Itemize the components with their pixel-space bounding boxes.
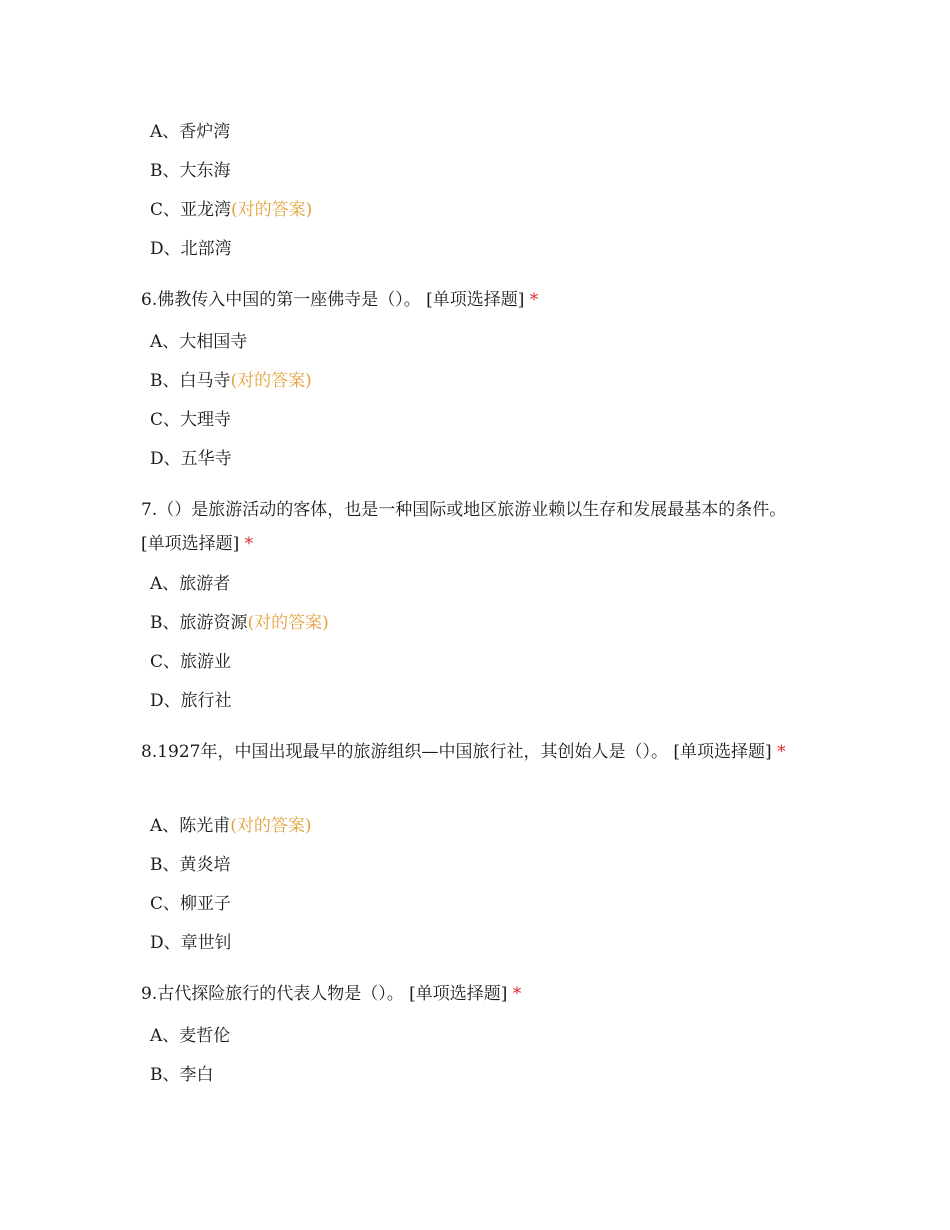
correct-answer-tag: (对的答案) [231,200,313,220]
option-text: D、旅行社 [150,691,232,711]
correct-answer-tag: (对的答案) [230,816,312,836]
option-text: A、大相国寺 [150,332,248,352]
q7-option-d[interactable] [150,690,232,712]
q7-option-b[interactable] [150,612,329,634]
option-text: B、大东海 [150,161,231,181]
option-text: D、章世钊 [150,933,232,953]
q5-option-c[interactable] [150,199,312,221]
option-text: C、旅游业 [150,652,232,672]
q7-option-c[interactable] [150,651,231,673]
q6-option-a[interactable] [150,331,247,353]
q8-option-d[interactable] [150,932,232,954]
option-text: C、亚龙湾 [150,200,232,220]
option-text: A、旅游者 [150,574,231,594]
option-text: B、白马寺 [150,371,231,391]
option-text: C、大理寺 [150,410,232,430]
question-text: 8.1927年，中国出现最早的旅游组织—中国旅行社，其创始人是（）。 [单项选择题] [141,742,772,762]
q5-option-b[interactable] [150,160,231,182]
q8-question [141,735,811,769]
option-text: A、香炉湾 [150,122,231,142]
option-text: D、北部湾 [150,239,232,259]
required-marker: * [529,290,539,310]
q6-option-c[interactable] [150,409,231,431]
question-text: 7.（）是旅游活动的客体，也是一种国际或地区旅游业赖以生存和发展最基本的条件。 [单项选择题] [141,500,787,554]
q7-option-a[interactable] [150,573,230,595]
option-text: D、五华寺 [150,449,232,469]
correct-answer-tag: (对的答案) [230,371,312,391]
option-text: B、旅游资源 [150,613,248,633]
q8-option-c[interactable] [150,893,231,915]
option-text: B、李白 [150,1065,214,1085]
option-text: A、麦哲伦 [150,1026,231,1046]
q5-option-d[interactable] [150,238,232,260]
q9-question [141,977,811,1011]
required-marker: * [777,742,786,762]
required-marker: * [512,984,522,1004]
q9-option-a[interactable] [150,1025,230,1047]
question-text: 9.古代探险旅行的代表人物是（）。 [单项选择题] [141,984,508,1004]
q9-option-b[interactable] [150,1064,214,1086]
correct-answer-tag: (对的答案) [247,613,329,633]
q6-option-d[interactable] [150,448,232,470]
option-text: B、黄炎培 [150,855,231,875]
option-text: A、陈光甫 [150,816,231,836]
question-text: 6.佛教传入中国的第一座佛寺是（）。 [单项选择题] [141,290,525,310]
q6-option-b[interactable] [150,370,312,392]
q7-question [141,493,811,561]
q6-question [141,283,811,317]
q5-option-a[interactable] [150,121,230,143]
q8-option-a[interactable] [150,815,312,837]
q8-option-b[interactable] [150,854,231,876]
required-marker: * [244,534,254,554]
option-text: C、柳亚子 [150,894,232,914]
